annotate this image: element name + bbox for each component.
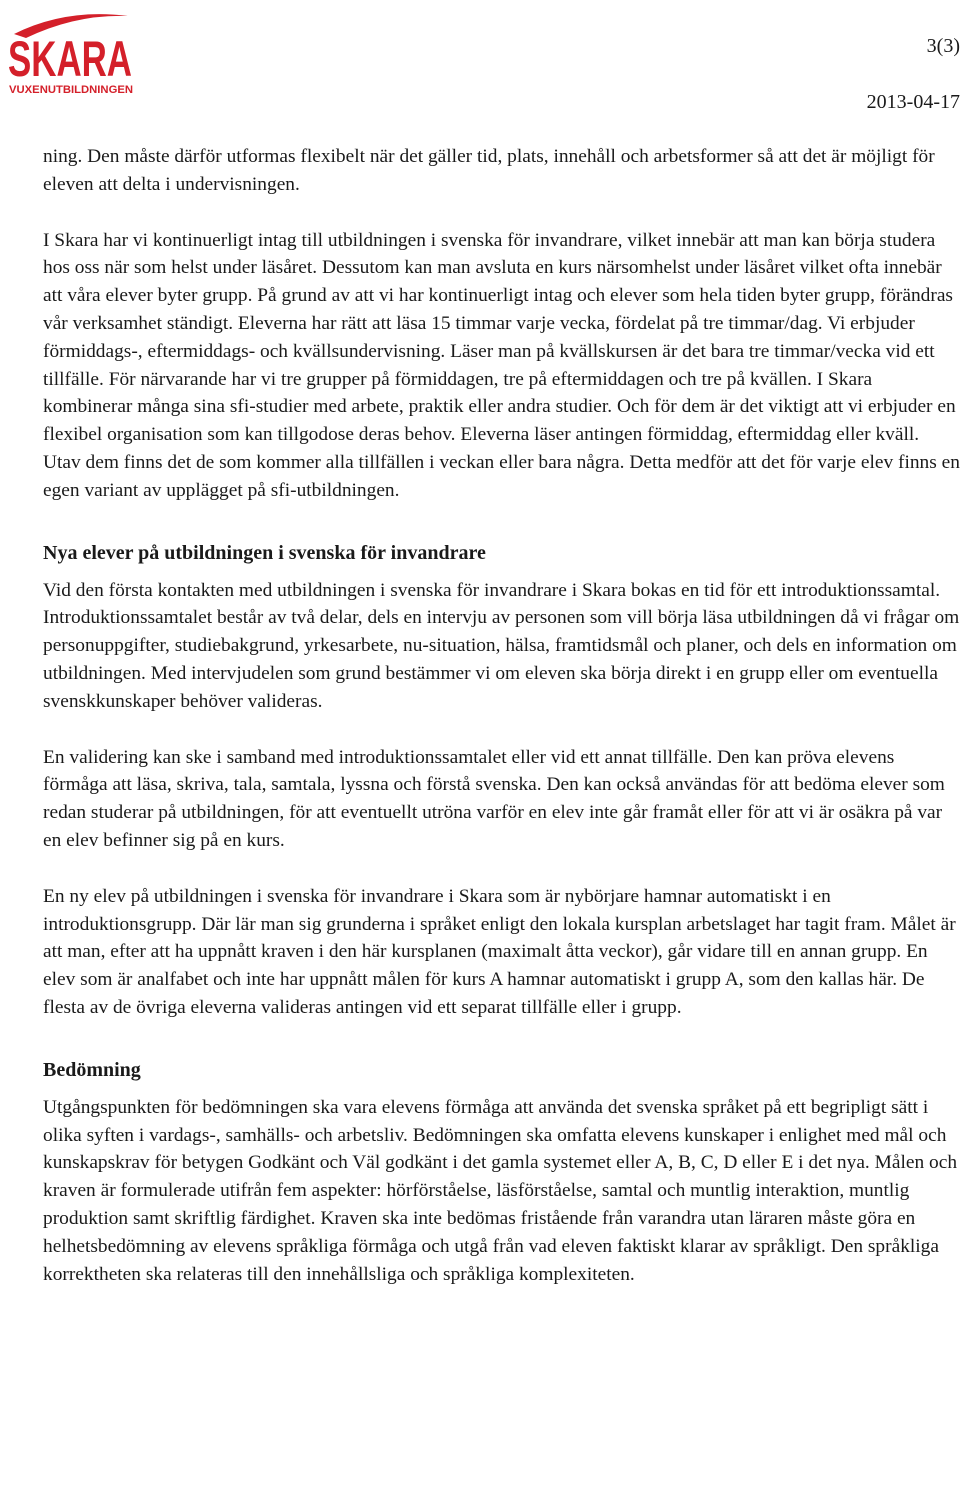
- paragraph: En validering kan ske i samband med introduktionssamtalet eller vid ett annat tillfälle. Den kan pröva elevens förmåga att läsa, skriva, tala, samtala, lyssna och förstå svenska. Den kan också användas för att bedöma elever som redan studerar på utbildningen, för att eventuellt utröna varför en elev inte går framåt eller för att vi är osäkra på var en elev befinner sig på en kurs.: [43, 746, 945, 851]
- section-heading: Bedömning: [43, 1058, 141, 1081]
- logo-wordmark: SKARA: [8, 31, 132, 87]
- paragraph: Vid den första kontakten med utbildningen i svenska för invandrare i Skara bokas en tid för ett introduktionssamtal. Introduktionssamtalet består av två delar, dels en intervju av personen som vill börja läsa utbildningen då vi frågar om personuppgifter, studiebakgrund, yrkesarbete, nu-situation, hälsa, framtidsmål och planer, och dels en information om utbildningen. Med intervjudelen som grund bestämmer vi om eleven ska börja direkt i en grupp eller om eventuella svenskkunskaper behöver valideras.: [43, 579, 960, 712]
- paragraph: I Skara har vi kontinuerligt intag till utbildningen i svenska för invandrare, vilket innebär att man kan börja studera hos oss när som helst under läsåret. Dessutom kan man avsluta en kurs närsomhelst under läsåret vilket ofta innebär att våra elever byter grupp. På grund av att vi har kontinuerligt intag och elever som hela tiden byter grupp, förändras vår verksamhet ständigt. Eleverna har rätt att läsa 15 timmar varje vecka, fördelat på tre timmar/dag. Vi erbjuder förmiddags-, eftermiddags- och kvällsundervisning. Läser man på kvällskursen är det bara tre timmar/vecka vid ett tillfälle. För närvarande har vi tre grupper på förmiddagen, tre på eftermiddagen och tre på kvällen. I Skara kombinerar många sina sfi-studier med arbete, praktik eller andra studier. Och för dem är det viktigt att vi erbjuder en flexibel organisation som kan tillgodose deras behov. Eleverna läser antingen förmiddag, eftermiddag eller kväll. Utav dem finns det de som kommer alla tillfällen i veckan eller bara några. Detta medför att det för varje elev finns en egen variant av upplägget på sfi-utbildningen.: [43, 229, 960, 501]
- paragraph: En ny elev på utbildningen i svenska för invandrare i Skara som är nybörjare hamnar automatiskt i en introduktionsgrupp. Där lär man sig grunderna i språket enligt den lokala kursplan arbetslaget har tagit fram. Målet är att man, efter att ha uppnått kraven i den här kursplanen (maximalt åtta veckor), går vidare till en annan grupp. En elev som är analfabet och inte har uppnått målen för kurs A hamnar automatiskt i grupp A, som den kallas här. De flesta av de övriga eleverna valideras antingen vid ett separat tillfälle eller i grupp.: [43, 885, 956, 1018]
- document-body: [43, 143, 960, 1288]
- section-heading: Nya elever på utbildningen i svenska för invandrare: [43, 541, 486, 564]
- document-date: 2013-04-17: [866, 91, 960, 113]
- skara-vuxenutbildningen-logo: [6, 2, 136, 96]
- logo-graphic: [6, 2, 136, 96]
- logo-subtitle: VUXENUTBILDNINGEN: [9, 84, 134, 96]
- paragraph: Utgångspunkten för bedömningen ska vara elevens förmåga att använda det svenska språket på ett begripligt sätt i olika syften i vardags-, samhälls- och arbetsliv. Bedömningen ska omfatta elevens kunskaper i enlighet med mål och kunskapskrav för betygen Godkänt och Väl godkänt i det gamla systemet eller A, B, C, D eller E i det nya. Målen och kraven är formulerade utifrån fem aspekter: hörförståelse, läsförståelse, samtal och muntlig interaktion, muntlig produktion samt skriftlig färdighet. Kraven ska inte bedömas fristående från varandra utan läraren måste göra en helhetsbedömning av elevens språkliga förmåga och utgå från vad eleven faktiskt klarar av språkligt. Den språkliga korrektheten ska relateras till den innehållsliga och språkliga komplexiteten.: [43, 1096, 958, 1285]
- page-number: 3(3): [926, 35, 960, 57]
- paragraph: ning. Den måste därför utformas flexibelt när det gäller tid, plats, innehåll och arbetsformer så att det är möjligt för eleven att delta i undervisningen.: [43, 146, 935, 195]
